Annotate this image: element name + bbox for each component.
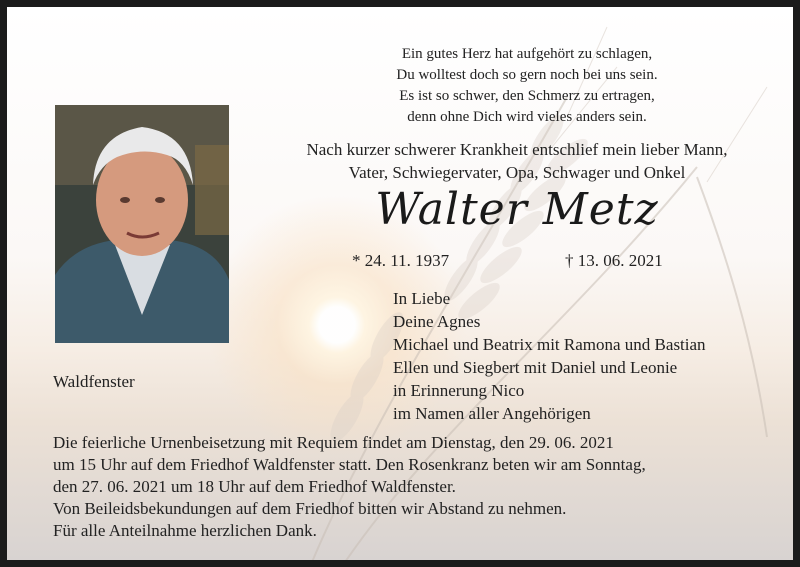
place-name: Waldfenster <box>53 372 135 391</box>
poem-line: Du wolltest doch so gern noch bei uns sein. <box>396 67 658 83</box>
mourners-list <box>393 287 706 425</box>
portrait-photo <box>55 105 229 343</box>
mourner-line: Michael und Beatrix mit Ramona und Bastian <box>393 335 706 354</box>
mourner-line: in Erinnerung Nico <box>393 381 525 400</box>
funeral-info <box>53 432 646 542</box>
deceased-name: Walter Metz <box>375 184 659 235</box>
intro-line: Vater, Schwiegervater, Opa, Schwager und Onkel <box>348 163 686 182</box>
death-date: † 13. 06. 2021 <box>565 251 663 270</box>
poem <box>347 44 707 128</box>
poem-line: Ein gutes Herz hat aufgehört zu schlagen, <box>401 46 653 62</box>
info-line: Die feierliche Urnenbeisetzung mit Requiem findet am Dienstag, den 29. 06. 2021 <box>53 433 614 452</box>
info-line: Für alle Anteilnahme herzlichen Dank. <box>53 521 317 540</box>
mourner-line: im Namen aller Angehörigen <box>393 404 591 423</box>
portrait-icon <box>55 105 229 343</box>
poem-line: Es ist so schwer, den Schmerz zu ertragen, <box>399 88 655 104</box>
poem-line: denn ohne Dich wird vieles anders sein. <box>407 109 647 125</box>
intro-line: Nach kurzer schwerer Krankheit entschlief mein lieber Mann, <box>306 140 728 159</box>
mourner-line: In Liebe <box>393 289 451 308</box>
intro-text <box>247 138 787 184</box>
info-line: Von Beileidsbekundungen auf dem Friedhof bitten wir Abstand zu nehmen. <box>53 499 567 518</box>
info-line: um 15 Uhr auf dem Friedhof Waldfenster statt. Den Rosenkranz beten wir am Sonntag, <box>53 455 646 474</box>
mourner-line: Ellen und Siegbert mit Daniel und Leonie <box>393 358 678 377</box>
info-line: den 27. 06. 2021 um 18 Uhr auf dem Friedhof Waldfenster. <box>53 477 456 496</box>
birth-date: * 24. 11. 1937 <box>352 251 450 270</box>
mourner-line: Deine Agnes <box>393 312 481 331</box>
